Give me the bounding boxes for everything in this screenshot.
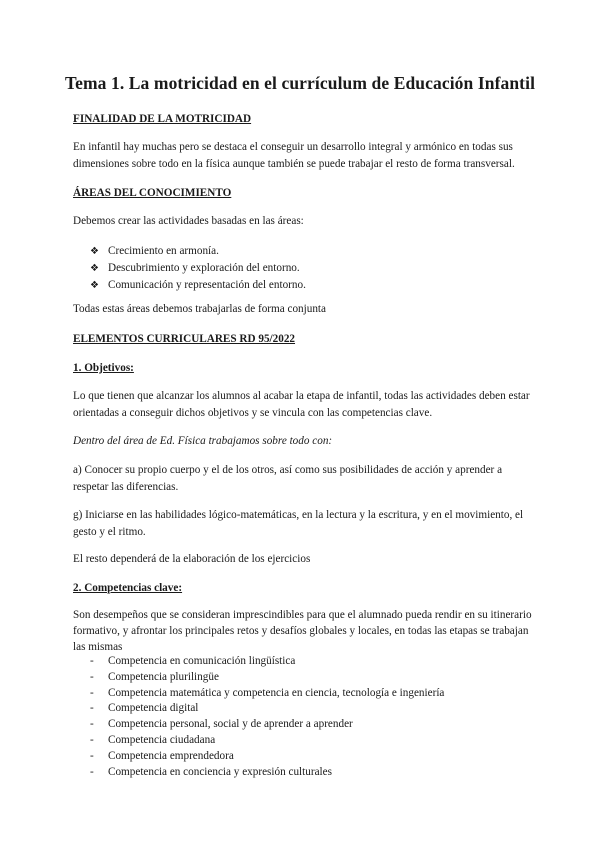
paragraph-objetivos-resto: El resto dependerá de la elaboración de los ejercicios xyxy=(73,553,311,565)
list-item-label: Competencia plurilingüe xyxy=(108,670,219,683)
list-item xyxy=(90,260,306,277)
list-item-label: Competencia matemática y competencia en ciencia, tecnología e ingeniería xyxy=(108,686,445,699)
list-item xyxy=(88,733,444,749)
dash-bullet-icon: - xyxy=(90,749,94,762)
dash-bullet-icon: - xyxy=(90,702,94,715)
paragraph-finalidad: En infantil hay muchas pero se destaca el conseguir un desarrollo integral y armónico en todas sus dimensiones sobre todo en la física aunque también se puede trabajar el resto de forma transversal. xyxy=(73,141,515,170)
diamond-bullet-icon: ❖ xyxy=(90,263,99,274)
list-item xyxy=(88,686,444,702)
list-item xyxy=(88,749,444,765)
dash-bullet-icon: - xyxy=(90,718,94,731)
paragraph-competencias: Son desempeños que se consideran imprescindibles para que el alumnado pueda rendir en su itinerario formativo, y afrontar los principales retos y desafíos globales y locales, en todas las etapas se trabajan las mismas xyxy=(73,609,532,653)
list-item-label: Competencia personal, social y de aprender a aprender xyxy=(108,718,353,731)
competencias-list xyxy=(88,654,444,780)
paragraph-objetivo-a: a) Conocer su propio cuerpo y el de los otros, así como sus posibilidades de acción y aprender a respetar las diferencias. xyxy=(73,464,503,493)
dash-bullet-icon: - xyxy=(90,733,94,746)
list-item xyxy=(88,701,444,717)
heading-objetivos: 1. Objetivos: xyxy=(73,362,134,374)
list-item-label: Comunicación y representación del entorno. xyxy=(108,279,306,291)
list-item-label: Descubrimiento y exploración del entorno. xyxy=(108,262,300,274)
list-item-label: Competencia digital xyxy=(108,702,199,715)
areas-list xyxy=(90,243,306,294)
list-item-label: Competencia emprendedora xyxy=(108,749,234,762)
paragraph-areas-outro: Todas estas áreas debemos trabajarlas de forma conjunta xyxy=(73,303,327,315)
heading-elementos: ELEMENTOS CURRICULARES RD 95/2022 xyxy=(73,333,296,345)
list-item xyxy=(90,277,306,294)
list-item-label: Competencia ciudadana xyxy=(108,733,216,746)
page-title: Tema 1. La motricidad en el currículum de Educación Infantil xyxy=(64,73,536,93)
list-item-label: Competencia en comunicación lingüística xyxy=(108,655,296,667)
heading-finalidad: FINALIDAD DE LA MOTRICIDAD xyxy=(73,113,252,125)
dash-bullet-icon: - xyxy=(90,686,94,699)
list-item xyxy=(88,670,444,686)
list-item xyxy=(88,765,444,781)
paragraph-areas-intro: Debemos crear las actividades basadas en las áreas: xyxy=(73,215,304,227)
paragraph-objetivos-italic: Dentro del área de Ed. Física trabajamos sobre todo con: xyxy=(73,435,333,447)
diamond-bullet-icon: ❖ xyxy=(90,280,99,291)
paragraph-objetivo-g: g) Iniciarse en las habilidades lógico-matemáticas, en la lectura y la escritura, y en el movimiento, el gesto y el ritmo. xyxy=(73,509,524,538)
list-item-label: Crecimiento en armonía. xyxy=(108,245,219,257)
list-item xyxy=(90,243,306,260)
heading-areas: ÁREAS DEL CONOCIMIENTO xyxy=(73,187,232,199)
list-item xyxy=(88,717,444,733)
dash-bullet-icon: - xyxy=(90,655,94,667)
list-item xyxy=(88,654,444,670)
paragraph-objetivos: Lo que tienen que alcanzar los alumnos al acabar la etapa de infantil, todas las actividades deben estar orientadas a conseguir dichos objetivos y se vincula con las competencias clave. xyxy=(73,390,530,419)
dash-bullet-icon: - xyxy=(90,765,94,778)
heading-competencias: 2. Competencias clave: xyxy=(73,582,183,594)
diamond-bullet-icon: ❖ xyxy=(90,246,99,257)
list-item-label: Competencia en conciencia y expresión culturales xyxy=(108,765,332,778)
dash-bullet-icon: - xyxy=(90,670,94,683)
